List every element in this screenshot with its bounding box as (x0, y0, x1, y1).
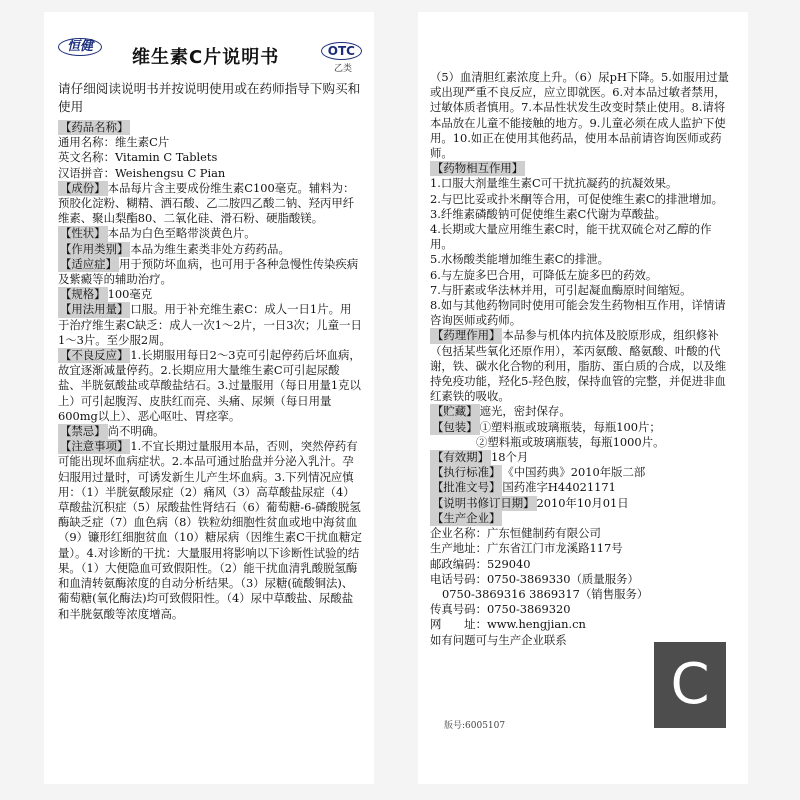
section-indication (58, 257, 362, 287)
section-adverse (58, 348, 362, 424)
interaction-item: 2.与巴比妥或扑米酮等合用，可促使维生素C的排泄增加。 (430, 191, 723, 206)
interaction-item: 6.与左旋多巴合用，可降低左旋多巴的药效。 (430, 267, 658, 282)
interaction-item: 5.水杨酸类能增加维生素C的排泄。 (430, 252, 610, 267)
approval-text: 国药准字H44021171 (502, 480, 616, 495)
company-name: 企业名称：广东恒健制药有限公司 (430, 526, 601, 541)
leaflet-right (418, 12, 748, 784)
section-revision (430, 496, 734, 511)
section-label: 【批准文号】 (432, 480, 501, 495)
section-pharmacology (430, 328, 734, 404)
section-label: 【适应症】 (60, 256, 117, 271)
otc-badge: OTC (321, 42, 362, 60)
section-notes (58, 439, 362, 621)
contact-note: 如有问题可与生产企业联系 (430, 632, 567, 647)
section-label: 【不良反应】 (60, 348, 129, 363)
section-drug-name (58, 120, 362, 135)
section-label: 【性状】 (60, 226, 106, 241)
storage-text: 遮光，密封保存。 (479, 404, 571, 419)
postcode: 邮政编码：529040 (430, 556, 531, 571)
package-item: ①塑料瓶或玻璃瓶装，每瓶100片； (479, 419, 661, 434)
company-address: 生产地址：广东省江门市龙溪路117号 (430, 541, 623, 556)
interaction-item: 1.口服大剂量维生素C可干扰抗凝药的抗凝效果。 (430, 176, 678, 191)
notes-continued: （5）血清胆红素浓度上升。（6）尿pH下降。5.如服用过量或出现严重不良反应，应立即就医。6.对本品过敏者禁用，过敏体质者慎用。7.本品性状发生改变时禁止使用。8.请将本品放在儿童不能接触的地方。9.儿童必须在成人监护下使用。10.如正在使用其他药品，使用本品前请咨询医师或药师。 (430, 70, 729, 161)
section-label: 【禁忌】 (60, 424, 106, 439)
section-contraindication (58, 424, 362, 439)
character-text: 本品为白色至略带淡黄色片。 (107, 226, 256, 241)
interaction-item: 3.纤维素磷酸钠可促使维生素C代谢为草酸盐。 (430, 206, 667, 221)
section-interactions (430, 161, 734, 176)
section-package (430, 420, 734, 435)
leaflet-left (44, 12, 374, 784)
section-label: 【用法用量】 (60, 302, 129, 317)
standard-text: 《中国药典》2010年版二部 (502, 465, 646, 480)
section-standard (430, 465, 734, 480)
category-text: 本品为维生素类非处方药药品。 (130, 241, 290, 256)
usage-text: 口服。用于补充维生素C：成人一日1片。用于治疗维生素C缺乏：成人一次1～2片，一日3次；儿童一日1～3片。至少服2周。 (58, 302, 362, 347)
section-label: 【包装】 (432, 419, 478, 434)
adverse-text: 1.长期服用每日2～3克可引起停药后坏血病，故宜逐渐减量停药。2.长期应用大量维生素C可引起尿酸盐、半胱氨酸盐或草酸盐结石。3.过量服用（每日用量1克以上）可引起腹泻、皮肤红而亮、头痛、尿频（每日用量600mg以上）、恶心呕吐、胃痉挛。 (58, 348, 361, 423)
section-label: 【有效期】 (432, 450, 489, 465)
section-label: 【生产企业】 (432, 510, 501, 525)
revision-text: 2010年10月01日 (536, 495, 629, 510)
interaction-item: 4.长期或大量应用维生素C时，能干扰双硫仑对乙醇的作用。 (430, 222, 712, 252)
indication-text: 用于预防坏血病，也可用于各种急慢性传染疾病及紫癜等的辅助治疗。 (58, 256, 359, 287)
validity-text: 18个月 (490, 450, 529, 465)
interaction-item: 8.如与其他药物同时使用可能会发生药物相互作用，详情请咨询医师或药师。 (430, 298, 726, 328)
document-title: 维生素C片说明书 (132, 47, 280, 68)
pharma-text: 本品参与机体内抗体及胶原形成，组织修补（包括某些氧化还原作用），苯丙氨酸、酪氨酸、叶酸的代谢，铁、碳水化合物的利用，脂肪、蛋白质的合成，以及维持免疫功能，羟化5-羟色胺，保持血管的完整，并促进非血红素铁的吸收。 (430, 328, 727, 404)
section-spec (58, 287, 362, 302)
section-label: 【药物相互作用】 (432, 161, 524, 176)
notes-text: 1.不宜长期过量服用本品，否则，突然停药有可能出现坏血病症状。2.本品可通过胎盘并分泌入乳汁。孕妇服用过量时，可诱发新生儿产生坏血病。3.下列情况应慎用：（1）半胱氨酸尿症（2）痛风（3）高草酸盐尿症（4）草酸盐沉积症（5）尿酸盐性肾结石（6）葡萄糖-6-磷酸脱氢酶缺乏症（7）血色病（8）铁粒幼细胞性贫血或地中海贫血（9）镰形红细胞贫血（10）糖尿病（因维生素C干扰血糖定量）。4.对诊断的干扰：大量服用将影响以下诊断性试验的结果。（1）大便隐血可致假阳性。（2）能干扰血清乳酸脱氢酶和血清转氨酶浓度的自动分析结果。（3）尿糖(硫酸铜法)、葡萄糖(氧化酶法)均可致假阳性。（4）尿中草酸盐、尿酸盐和半胱氨酸等浓度增高。 (58, 439, 362, 621)
contra-text: 尚不明确。 (107, 424, 165, 439)
usage-warning: 请仔细阅读说明书并按说明使用或在药师指导下购买和使用 (58, 81, 361, 114)
section-label: 【作用类别】 (60, 241, 129, 256)
section-label: 【执行标准】 (432, 465, 501, 480)
section-label: 【规格】 (60, 287, 106, 302)
section-approval (430, 480, 734, 495)
version-number: 版号:6005107 (444, 720, 506, 731)
section-label: 【药理作用】 (432, 328, 501, 343)
section-validity (430, 450, 734, 465)
company-logo: 恒健 (58, 38, 102, 56)
english-name: 英文名称：Vitamin C Tablets (58, 150, 218, 165)
leaflet-header (58, 38, 362, 78)
section-label: 【注意事项】 (60, 439, 129, 454)
section-character (58, 226, 362, 241)
section-manufacturer (430, 511, 734, 526)
section-label: 【药品名称】 (60, 120, 129, 134)
fax: 传真号码：0750-3869320 (430, 602, 571, 617)
section-composition (58, 181, 362, 227)
section-usage (58, 302, 362, 348)
section-label: 【成份】 (60, 180, 106, 195)
phone-sales: 0750-3869316 3869317（销售服务） (442, 586, 649, 601)
package-item: ②塑料瓶或玻璃瓶装，每瓶1000片。 (476, 434, 665, 449)
section-label: 【说明书修订日期】 (432, 495, 535, 510)
otc-category: 乙类 (333, 64, 352, 74)
spec-text: 100毫克 (107, 287, 153, 302)
interaction-item: 7.与肝素或华法林并用，可引起凝血酶原时间缩短。 (430, 282, 692, 297)
generic-name: 通用名称：维生素C片 (58, 135, 170, 150)
composition-text: 本品每片含主要成份维生素C100毫克。辅料为：预胶化淀粉、糊精、酒石酸、乙二胺四乙酸二钠、羟丙甲纤维素、聚山梨酯80、二氧化硅、滑石粉、硬脂酸镁。 (58, 180, 355, 226)
pinyin-name: 汉语拼音：Weishengsu C Pian (58, 165, 226, 180)
section-storage (430, 404, 734, 419)
vitamin-c-mark: C (654, 642, 726, 728)
section-label: 【贮藏】 (432, 404, 478, 419)
section-category (58, 242, 362, 257)
phone: 电话号码：0750-3869330（质量服务） (430, 571, 639, 586)
website: 网 址：www.hengjian.cn (430, 617, 586, 632)
